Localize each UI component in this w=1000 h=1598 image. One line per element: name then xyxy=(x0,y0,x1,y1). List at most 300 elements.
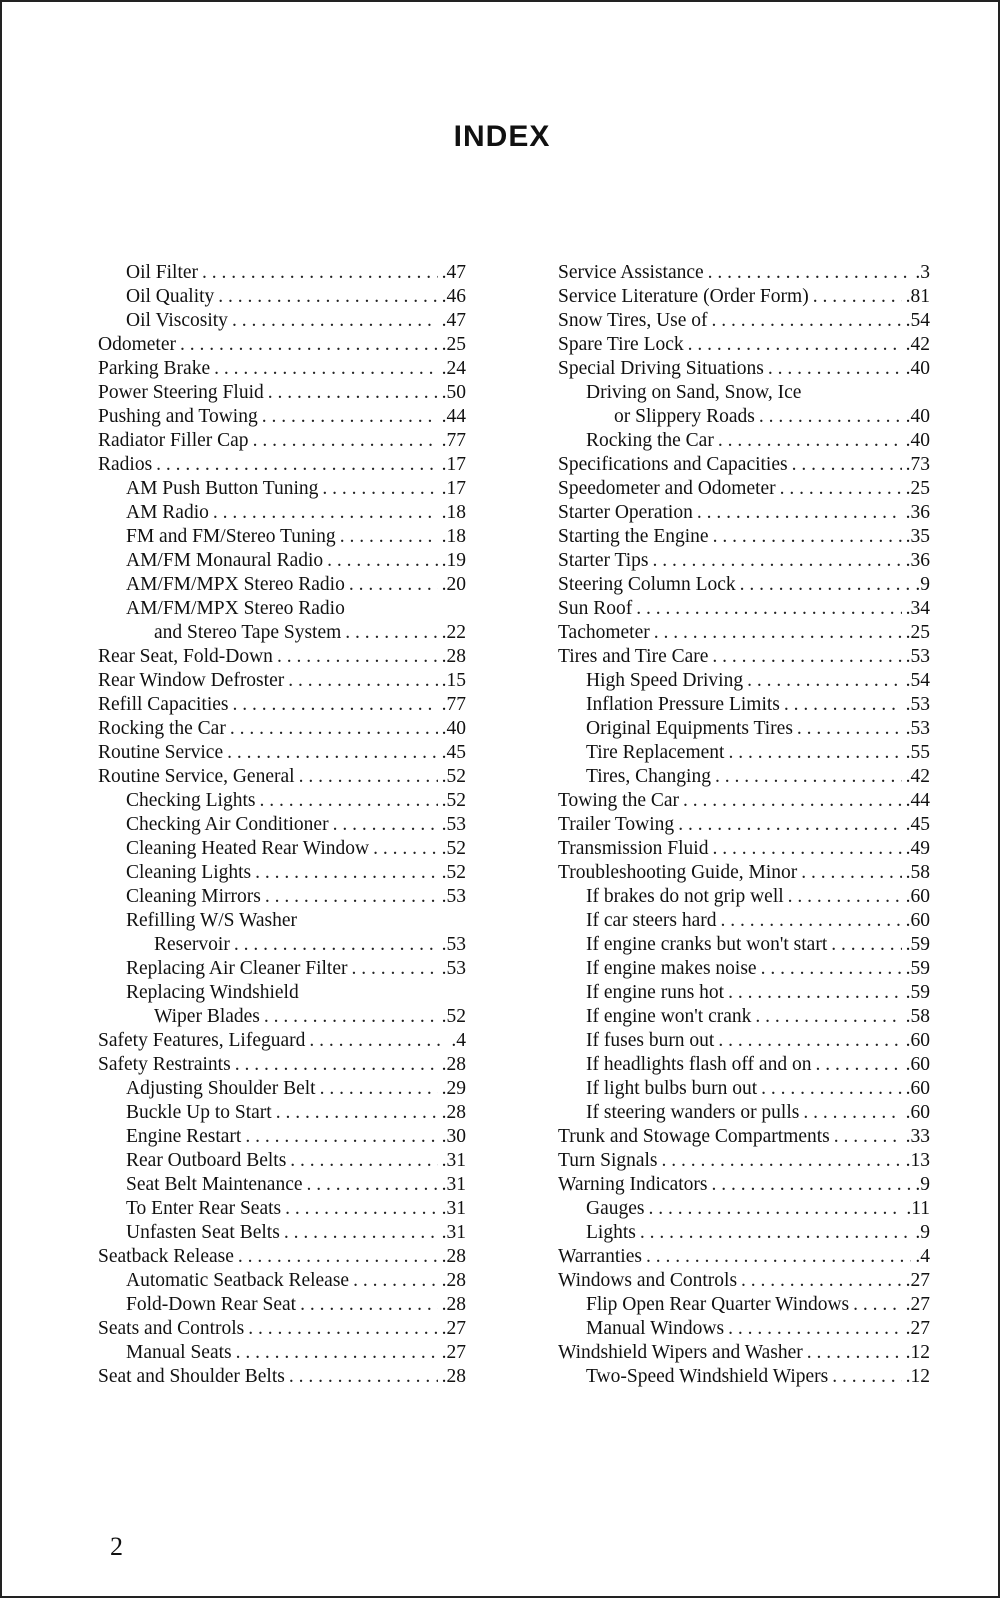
index-entry-label: AM/FM/MPX Stereo Radio xyxy=(126,598,345,619)
index-entry xyxy=(98,1053,466,1077)
index-entry-page: .31 xyxy=(441,1174,466,1195)
index-entry xyxy=(98,405,466,429)
index-entry-page: .53 xyxy=(905,718,930,739)
dot-leader xyxy=(831,933,901,957)
index-entry-label: If fuses burn out xyxy=(586,1030,715,1051)
index-entry-page: .4 xyxy=(451,1030,466,1051)
index-entry-label: Seats and Controls xyxy=(98,1318,245,1339)
index-entry xyxy=(98,1125,466,1149)
index-entry-label: Oil Filter xyxy=(126,262,199,283)
page-title: INDEX xyxy=(453,120,551,153)
dot-leader xyxy=(255,861,438,885)
index-entry-page: .59 xyxy=(905,982,930,1003)
index-entry xyxy=(98,981,466,1005)
index-entry xyxy=(558,1293,930,1317)
index-entry-page: .25 xyxy=(441,334,466,355)
index-entry xyxy=(558,1245,930,1269)
dot-leader xyxy=(801,861,901,885)
index-entry-page: .31 xyxy=(441,1222,466,1243)
index-entry xyxy=(558,549,930,573)
index-entry-page: .24 xyxy=(441,358,466,379)
dot-leader xyxy=(284,1221,438,1245)
index-entry-label: Starter Operation xyxy=(558,502,693,523)
dot-leader xyxy=(678,813,901,837)
index-entry xyxy=(98,1029,466,1053)
index-entry xyxy=(558,909,930,933)
index-entry-label: Windshield Wipers and Washer xyxy=(558,1342,803,1363)
index-entry-page: .59 xyxy=(905,934,930,955)
dot-leader xyxy=(815,1053,901,1077)
index-entry xyxy=(558,765,930,789)
index-entry xyxy=(558,1101,930,1125)
dot-leader xyxy=(236,1341,438,1365)
index-entry-page: .17 xyxy=(441,454,466,475)
index-entry xyxy=(558,981,930,1005)
dot-leader xyxy=(741,1269,902,1293)
index-entry-label: Refill Capacities xyxy=(98,694,229,715)
dot-leader xyxy=(259,789,437,813)
index-entry-label: Flip Open Rear Quarter Windows xyxy=(586,1294,850,1315)
index-entry xyxy=(98,621,466,645)
index-entry xyxy=(98,741,466,765)
index-entry-page: .49 xyxy=(905,838,930,859)
dot-leader xyxy=(728,1317,902,1341)
index-entry xyxy=(558,933,930,957)
index-entry-page: .12 xyxy=(905,1342,930,1363)
index-entry-page: .36 xyxy=(905,502,930,523)
index-entry xyxy=(98,1173,466,1197)
dot-leader xyxy=(290,1149,437,1173)
dot-leader xyxy=(327,549,437,573)
index-entry-page: .52 xyxy=(441,790,466,811)
dot-leader xyxy=(761,957,902,981)
index-entry xyxy=(98,885,466,909)
index-entry-page: .40 xyxy=(441,718,466,739)
dot-leader xyxy=(654,621,902,645)
dot-leader xyxy=(792,453,902,477)
index-entry xyxy=(98,357,466,381)
index-entry-page: .50 xyxy=(441,382,466,403)
index-entry xyxy=(98,693,466,717)
index-entry-page: .13 xyxy=(905,1150,930,1171)
index-entry-label: Reservoir xyxy=(154,934,230,955)
dot-leader xyxy=(646,1245,911,1269)
index-entry-label: Warning Indicators xyxy=(558,1174,708,1195)
dot-leader xyxy=(652,549,901,573)
index-entry xyxy=(98,1197,466,1221)
index-entry xyxy=(558,357,930,381)
index-entry xyxy=(98,765,466,789)
index-entry-page: .53 xyxy=(441,958,466,979)
index-entry-page: .28 xyxy=(441,1294,466,1315)
index-entry xyxy=(558,837,930,861)
dot-leader xyxy=(322,477,437,501)
index-entry-label: Towing the Car xyxy=(558,790,680,811)
index-entry-label: Manual Windows xyxy=(586,1318,725,1339)
page-number: 2 xyxy=(110,1532,123,1561)
index-entry xyxy=(558,285,930,309)
index-entry-page: .25 xyxy=(905,478,930,499)
dot-leader xyxy=(180,333,438,357)
index-entry-page: .27 xyxy=(441,1342,466,1363)
index-entry-label: Oil Viscosity xyxy=(126,310,228,331)
dot-leader xyxy=(715,765,902,789)
index-entry-page: .52 xyxy=(441,1006,466,1027)
dot-leader xyxy=(309,1029,447,1053)
index-entry-page: .17 xyxy=(441,478,466,499)
index-entry xyxy=(98,573,466,597)
index-entry xyxy=(558,1197,930,1221)
index-entry-label: Safety Restraints xyxy=(98,1054,231,1075)
index-entry-page: .53 xyxy=(441,886,466,907)
index-entry xyxy=(558,1125,930,1149)
dot-leader xyxy=(648,1197,902,1221)
index-entry-label: Replacing Air Cleaner Filter xyxy=(126,958,348,979)
index-entry-page: .22 xyxy=(441,622,466,643)
index-entry-label: Cleaning Heated Rear Window xyxy=(126,838,370,859)
index-entry-label: If engine won't crank xyxy=(586,1006,752,1027)
index-entry-page: .58 xyxy=(905,1006,930,1027)
dot-leader xyxy=(768,357,902,381)
index-entry xyxy=(98,957,466,981)
index-entry-page: .18 xyxy=(441,526,466,547)
index-entry-label: AM/FM/MPX Stereo Radio xyxy=(126,574,345,595)
index-entry-page: .53 xyxy=(441,814,466,835)
index-entry xyxy=(558,717,930,741)
index-entry-page: .27 xyxy=(905,1318,930,1339)
dot-leader xyxy=(289,1365,438,1389)
index-entry-label: Parking Brake xyxy=(98,358,211,379)
dot-leader xyxy=(728,741,901,765)
index-entry xyxy=(98,1101,466,1125)
index-entry xyxy=(558,429,930,453)
index-entry-label: Rear Outboard Belts xyxy=(126,1150,287,1171)
index-entry-label: Special Driving Situations xyxy=(558,358,764,379)
index-entry-label: Inflation Pressure Limits xyxy=(586,694,780,715)
index-entry-label: Trailer Towing xyxy=(558,814,675,835)
index-entry-label: Rear Seat, Fold-Down xyxy=(98,646,273,667)
index-entry-label: Unfasten Seat Belts xyxy=(126,1222,280,1243)
dot-leader xyxy=(853,1293,901,1317)
index-entry-label: If headlights flash off and on xyxy=(586,1054,812,1075)
index-entry xyxy=(98,1341,466,1365)
index-entry xyxy=(558,597,930,621)
index-entry-page: .34 xyxy=(905,598,930,619)
dot-leader xyxy=(245,1125,437,1149)
dot-leader xyxy=(230,717,438,741)
dot-leader xyxy=(761,1077,901,1101)
index-entry-label: If light bulbs burn out xyxy=(586,1078,758,1099)
index-entry-label: Refilling W/S Washer xyxy=(126,910,298,931)
index-entry-label: Starting the Engine xyxy=(558,526,709,547)
dot-leader xyxy=(345,621,437,645)
index-entry xyxy=(558,1341,930,1365)
index-entry xyxy=(98,1077,466,1101)
index-entry-page: .60 xyxy=(905,886,930,907)
dot-leader xyxy=(248,1317,437,1341)
index-entry xyxy=(558,1053,930,1077)
index-entry xyxy=(558,621,930,645)
index-entry-page: .77 xyxy=(441,430,466,451)
dot-leader xyxy=(234,933,438,957)
index-entry-label: Two-Speed Windshield Wipers xyxy=(586,1366,829,1387)
index-entry xyxy=(98,1245,466,1269)
index-entry xyxy=(98,597,466,621)
index-entry-page: .53 xyxy=(905,694,930,715)
dot-leader xyxy=(235,1053,438,1077)
dot-leader xyxy=(265,885,438,909)
dot-leader xyxy=(299,765,438,789)
index-entry-label: Adjusting Shoulder Belt xyxy=(126,1078,316,1099)
dot-leader xyxy=(156,453,437,477)
dot-leader xyxy=(288,669,437,693)
index-entry-label: or Slippery Roads xyxy=(614,406,755,427)
index-entry-label: Warranties xyxy=(558,1246,642,1267)
index-entry-label: Tire Replacement xyxy=(586,742,725,763)
index-entry-label: Pushing and Towing xyxy=(98,406,258,427)
index-entry xyxy=(558,741,930,765)
index-entry xyxy=(558,1149,930,1173)
dot-leader xyxy=(276,1101,438,1125)
index-entry xyxy=(558,1173,930,1197)
index-entry xyxy=(558,1317,930,1341)
index-entry-page: .54 xyxy=(905,310,930,331)
dot-leader xyxy=(683,789,902,813)
index-entry xyxy=(558,813,930,837)
index-entry-label: Original Equipments Tires xyxy=(586,718,793,739)
index-entry-page: .45 xyxy=(441,742,466,763)
index-entry-label: Tires and Tire Care xyxy=(558,646,709,667)
dot-leader xyxy=(688,333,902,357)
index-entry-page: .27 xyxy=(905,1294,930,1315)
dot-leader xyxy=(718,429,902,453)
index-entry-page: .47 xyxy=(441,262,466,283)
index-entry-label: Odometer xyxy=(98,334,176,355)
index-entry xyxy=(558,1029,930,1053)
index-entry-page: .42 xyxy=(905,334,930,355)
index-entry-page: .30 xyxy=(441,1126,466,1147)
index-entry-page: .4 xyxy=(915,1246,930,1267)
index-entry xyxy=(98,1221,466,1245)
dot-leader xyxy=(747,669,902,693)
dot-leader xyxy=(307,1173,438,1197)
index-entry xyxy=(98,789,466,813)
dot-leader xyxy=(713,525,902,549)
dot-leader xyxy=(788,885,902,909)
index-entry-page: .9 xyxy=(915,1174,930,1195)
index-entry-label: Fold-Down Rear Seat xyxy=(126,1294,297,1315)
dot-leader xyxy=(349,573,438,597)
index-entry-label: Manual Seats xyxy=(126,1342,232,1363)
index-entry xyxy=(98,909,466,933)
index-entry-label: AM/FM Monaural Radio xyxy=(126,550,324,571)
index-entry-page: .81 xyxy=(905,286,930,307)
index-entry-page: .46 xyxy=(441,286,466,307)
dot-leader xyxy=(238,1245,438,1269)
index-entry-page: .31 xyxy=(441,1150,466,1171)
index-entry-label: Service Assistance xyxy=(558,262,704,283)
index-entry-page: .55 xyxy=(905,742,930,763)
index-entry xyxy=(98,645,466,669)
index-entry-label: Spare Tire Lock xyxy=(558,334,684,355)
index-entry xyxy=(98,1317,466,1341)
dot-leader xyxy=(268,381,438,405)
dot-leader xyxy=(340,525,438,549)
index-entry xyxy=(558,261,930,285)
index-entry xyxy=(98,549,466,573)
index-entry xyxy=(558,333,930,357)
dot-leader xyxy=(218,285,437,309)
index-entry-label: Routine Service, General xyxy=(98,766,295,787)
index-entry-page: .60 xyxy=(905,910,930,931)
dot-leader xyxy=(755,1005,901,1029)
index-entry-page: .59 xyxy=(905,958,930,979)
index-entry xyxy=(558,1077,930,1101)
index-entry-label: Checking Air Conditioner xyxy=(126,814,329,835)
index-entry xyxy=(558,573,930,597)
index-entry-label: FM and FM/Stereo Tuning xyxy=(126,526,336,547)
index-entry-page: .31 xyxy=(441,1198,466,1219)
index-entry-label: Routine Service xyxy=(98,742,224,763)
dot-leader xyxy=(373,837,438,861)
index-entry-page: .77 xyxy=(441,694,466,715)
index-entry-label: Safety Features, Lifeguard xyxy=(98,1030,306,1051)
index-entry-label: and Stereo Tape System xyxy=(154,622,342,643)
index-entry-page: .36 xyxy=(905,550,930,571)
dot-leader xyxy=(740,573,912,597)
index-entry xyxy=(98,669,466,693)
dot-leader xyxy=(697,501,902,525)
index-entry xyxy=(98,1005,466,1029)
index-entry xyxy=(558,1221,930,1245)
index-entry-page: .40 xyxy=(905,358,930,379)
index-column-left xyxy=(98,261,466,1389)
index-entry-page: .47 xyxy=(441,310,466,331)
index-entry-label: Steering Column Lock xyxy=(558,574,736,595)
index-entry xyxy=(98,837,466,861)
index-entry-page: .60 xyxy=(905,1102,930,1123)
index-entry-page: .73 xyxy=(905,454,930,475)
dot-leader xyxy=(213,501,438,525)
index-entry-page: .15 xyxy=(441,670,466,691)
index-entry xyxy=(558,525,930,549)
index-entry-label: Windows and Controls xyxy=(558,1270,738,1291)
index-entry xyxy=(98,861,466,885)
index-entry-page: .29 xyxy=(441,1078,466,1099)
index-entry xyxy=(558,381,930,405)
index-column-right xyxy=(558,261,930,1389)
index-entry xyxy=(558,885,930,909)
dot-leader xyxy=(262,405,438,429)
index-entry-page: .9 xyxy=(915,1222,930,1243)
index-entry xyxy=(558,1005,930,1029)
index-entry-label: Service Literature (Order Form) xyxy=(558,286,809,307)
index-entry xyxy=(98,429,466,453)
index-entry-label: Buckle Up to Start xyxy=(126,1102,272,1123)
index-entry-page: .44 xyxy=(441,406,466,427)
index-entry-page: .35 xyxy=(905,526,930,547)
index-entry-page: .12 xyxy=(905,1366,930,1387)
index-entry-label: If car steers hard xyxy=(586,910,717,931)
index-entry-label: Seat Belt Maintenance xyxy=(126,1174,303,1195)
dot-leader xyxy=(797,717,902,741)
index-entry-label: Snow Tires, Use of xyxy=(558,310,708,331)
dot-leader xyxy=(233,693,438,717)
dot-leader xyxy=(708,261,912,285)
index-entry xyxy=(558,477,930,501)
index-entry-page: .54 xyxy=(905,670,930,691)
index-entry xyxy=(98,453,466,477)
index-entry xyxy=(98,717,466,741)
dot-leader xyxy=(351,957,437,981)
index-entry-page: .9 xyxy=(915,574,930,595)
dot-leader xyxy=(720,909,901,933)
dot-leader xyxy=(780,477,902,501)
index-entry-page: .28 xyxy=(441,1102,466,1123)
index-entry-label: Starter Tips xyxy=(558,550,649,571)
dot-leader xyxy=(202,261,438,285)
index-entry xyxy=(558,1365,930,1389)
index-entry-page: .44 xyxy=(905,790,930,811)
dot-leader xyxy=(264,1005,438,1029)
index-entry xyxy=(98,285,466,309)
index-entry-label: Oil Quality xyxy=(126,286,215,307)
index-entry-label: Trunk and Stowage Compartments xyxy=(558,1126,830,1147)
dot-leader xyxy=(712,309,902,333)
index-entry-label: High Speed Driving xyxy=(586,670,744,691)
index-entry-label: Automatic Seatback Release xyxy=(126,1270,350,1291)
index-entry xyxy=(98,381,466,405)
index-entry-label: If steering wanders or pulls xyxy=(586,1102,800,1123)
index-entry-label: Seatback Release xyxy=(98,1246,234,1267)
index-entry xyxy=(98,1149,466,1173)
index-entry-label: Rocking the Car xyxy=(586,430,714,451)
index-entry-page: .40 xyxy=(905,406,930,427)
index-entry-label: Seat and Shoulder Belts xyxy=(98,1366,285,1387)
index-entry-label: Speedometer and Odometer xyxy=(558,478,776,499)
dot-leader xyxy=(636,597,901,621)
index-entry-label: If engine makes noise xyxy=(586,958,757,979)
index-entry xyxy=(558,789,930,813)
index-entry-page: .53 xyxy=(441,934,466,955)
index-entry-page: .28 xyxy=(441,1054,466,1075)
index-entry-page: .28 xyxy=(441,1246,466,1267)
index-entry-label: If engine cranks but won't start xyxy=(586,934,828,955)
index-entry-label: Radiator Filler Cap xyxy=(98,430,249,451)
index-entry-label: Gauges xyxy=(586,1198,645,1219)
dot-leader xyxy=(712,1173,912,1197)
index-entry-page: .27 xyxy=(905,1270,930,1291)
index-entry xyxy=(98,477,466,501)
index-entry-label: Specifications and Capacities xyxy=(558,454,788,475)
index-entry-label: Radios xyxy=(98,454,153,475)
index-entry-page: .20 xyxy=(441,574,466,595)
index-entry-label: Cleaning Mirrors xyxy=(126,886,261,907)
dot-leader xyxy=(232,309,438,333)
index-entry-label: Checking Lights xyxy=(126,790,256,811)
index-entry-label: Sun Roof xyxy=(558,598,633,619)
index-entry-label: Power Steering Fluid xyxy=(98,382,264,403)
index-entry xyxy=(98,813,466,837)
index-entry-page: .19 xyxy=(441,550,466,571)
index-entry-page: .11 xyxy=(906,1198,930,1219)
index-entry-page: .52 xyxy=(441,838,466,859)
index-entry xyxy=(98,1293,466,1317)
index-entry xyxy=(98,261,466,285)
dot-leader xyxy=(807,1341,902,1365)
index-entry-label: Engine Restart xyxy=(126,1126,242,1147)
index-entry xyxy=(558,1269,930,1293)
